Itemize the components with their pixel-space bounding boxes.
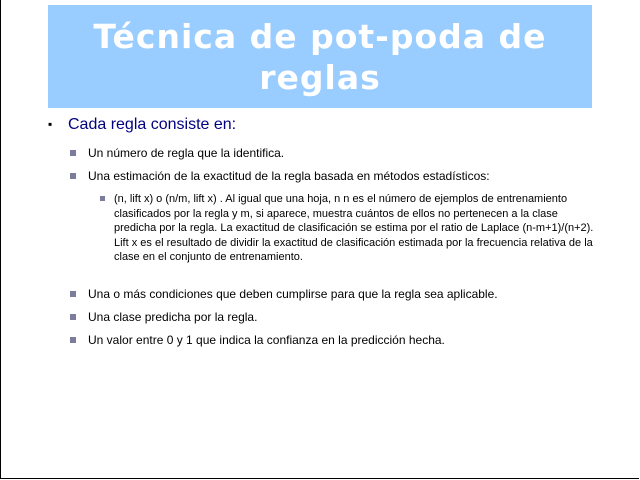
- list-item-text: Una o más condiciones que deben cumplirse para que la regla sea aplicable.: [88, 287, 498, 301]
- bullet-icon: ▪: [48, 117, 53, 131]
- list-item-text: Una estimación de la exactitud de la regla basada en métodos estadísticos:: [88, 169, 490, 183]
- main-bullet: [48, 115, 608, 135]
- list-item: [70, 333, 610, 348]
- list-item: [70, 287, 610, 302]
- title-banner: [48, 5, 592, 108]
- list-item: [70, 146, 610, 161]
- square-bullet-icon: [70, 337, 76, 343]
- list-item: [70, 169, 610, 184]
- list-item-text: Un número de regla que la identifica.: [88, 146, 285, 160]
- square-bullet-icon: [70, 150, 76, 156]
- sub-list-item-text: (n, lift x) o (n/m, lift x) . Al igual que una hoja, n n es el número de ejemplos de entrenamiento clasificados por la regla y m, si aparece, muestra cuántos de ellos no pertenecen a la clase predicha por la regla. La exactitud de clasificación se estima por el ratio de Laplace (n-m+1)/(n+2). Lift x es el resultado de dividir la exactitud de clasificación estimada por la frecuencia relativa de la clase en el conjunto de entrenamiento.: [114, 193, 594, 263]
- square-bullet-icon: [100, 196, 105, 201]
- square-bullet-icon: [70, 291, 76, 297]
- list-item-text: Una clase predicha por la regla.: [88, 310, 258, 324]
- list-item-text: Un valor entre 0 y 1 que indica la confianza en la predicción hecha.: [88, 333, 445, 347]
- square-bullet-icon: [70, 314, 76, 320]
- square-bullet-icon: [70, 173, 76, 179]
- list-item: [70, 310, 610, 325]
- sub-list-item: [100, 192, 600, 265]
- slide-title: Técnica de pot-poda de reglas: [93, 16, 547, 97]
- main-bullet-text: Cada regla consiste en:: [68, 116, 237, 133]
